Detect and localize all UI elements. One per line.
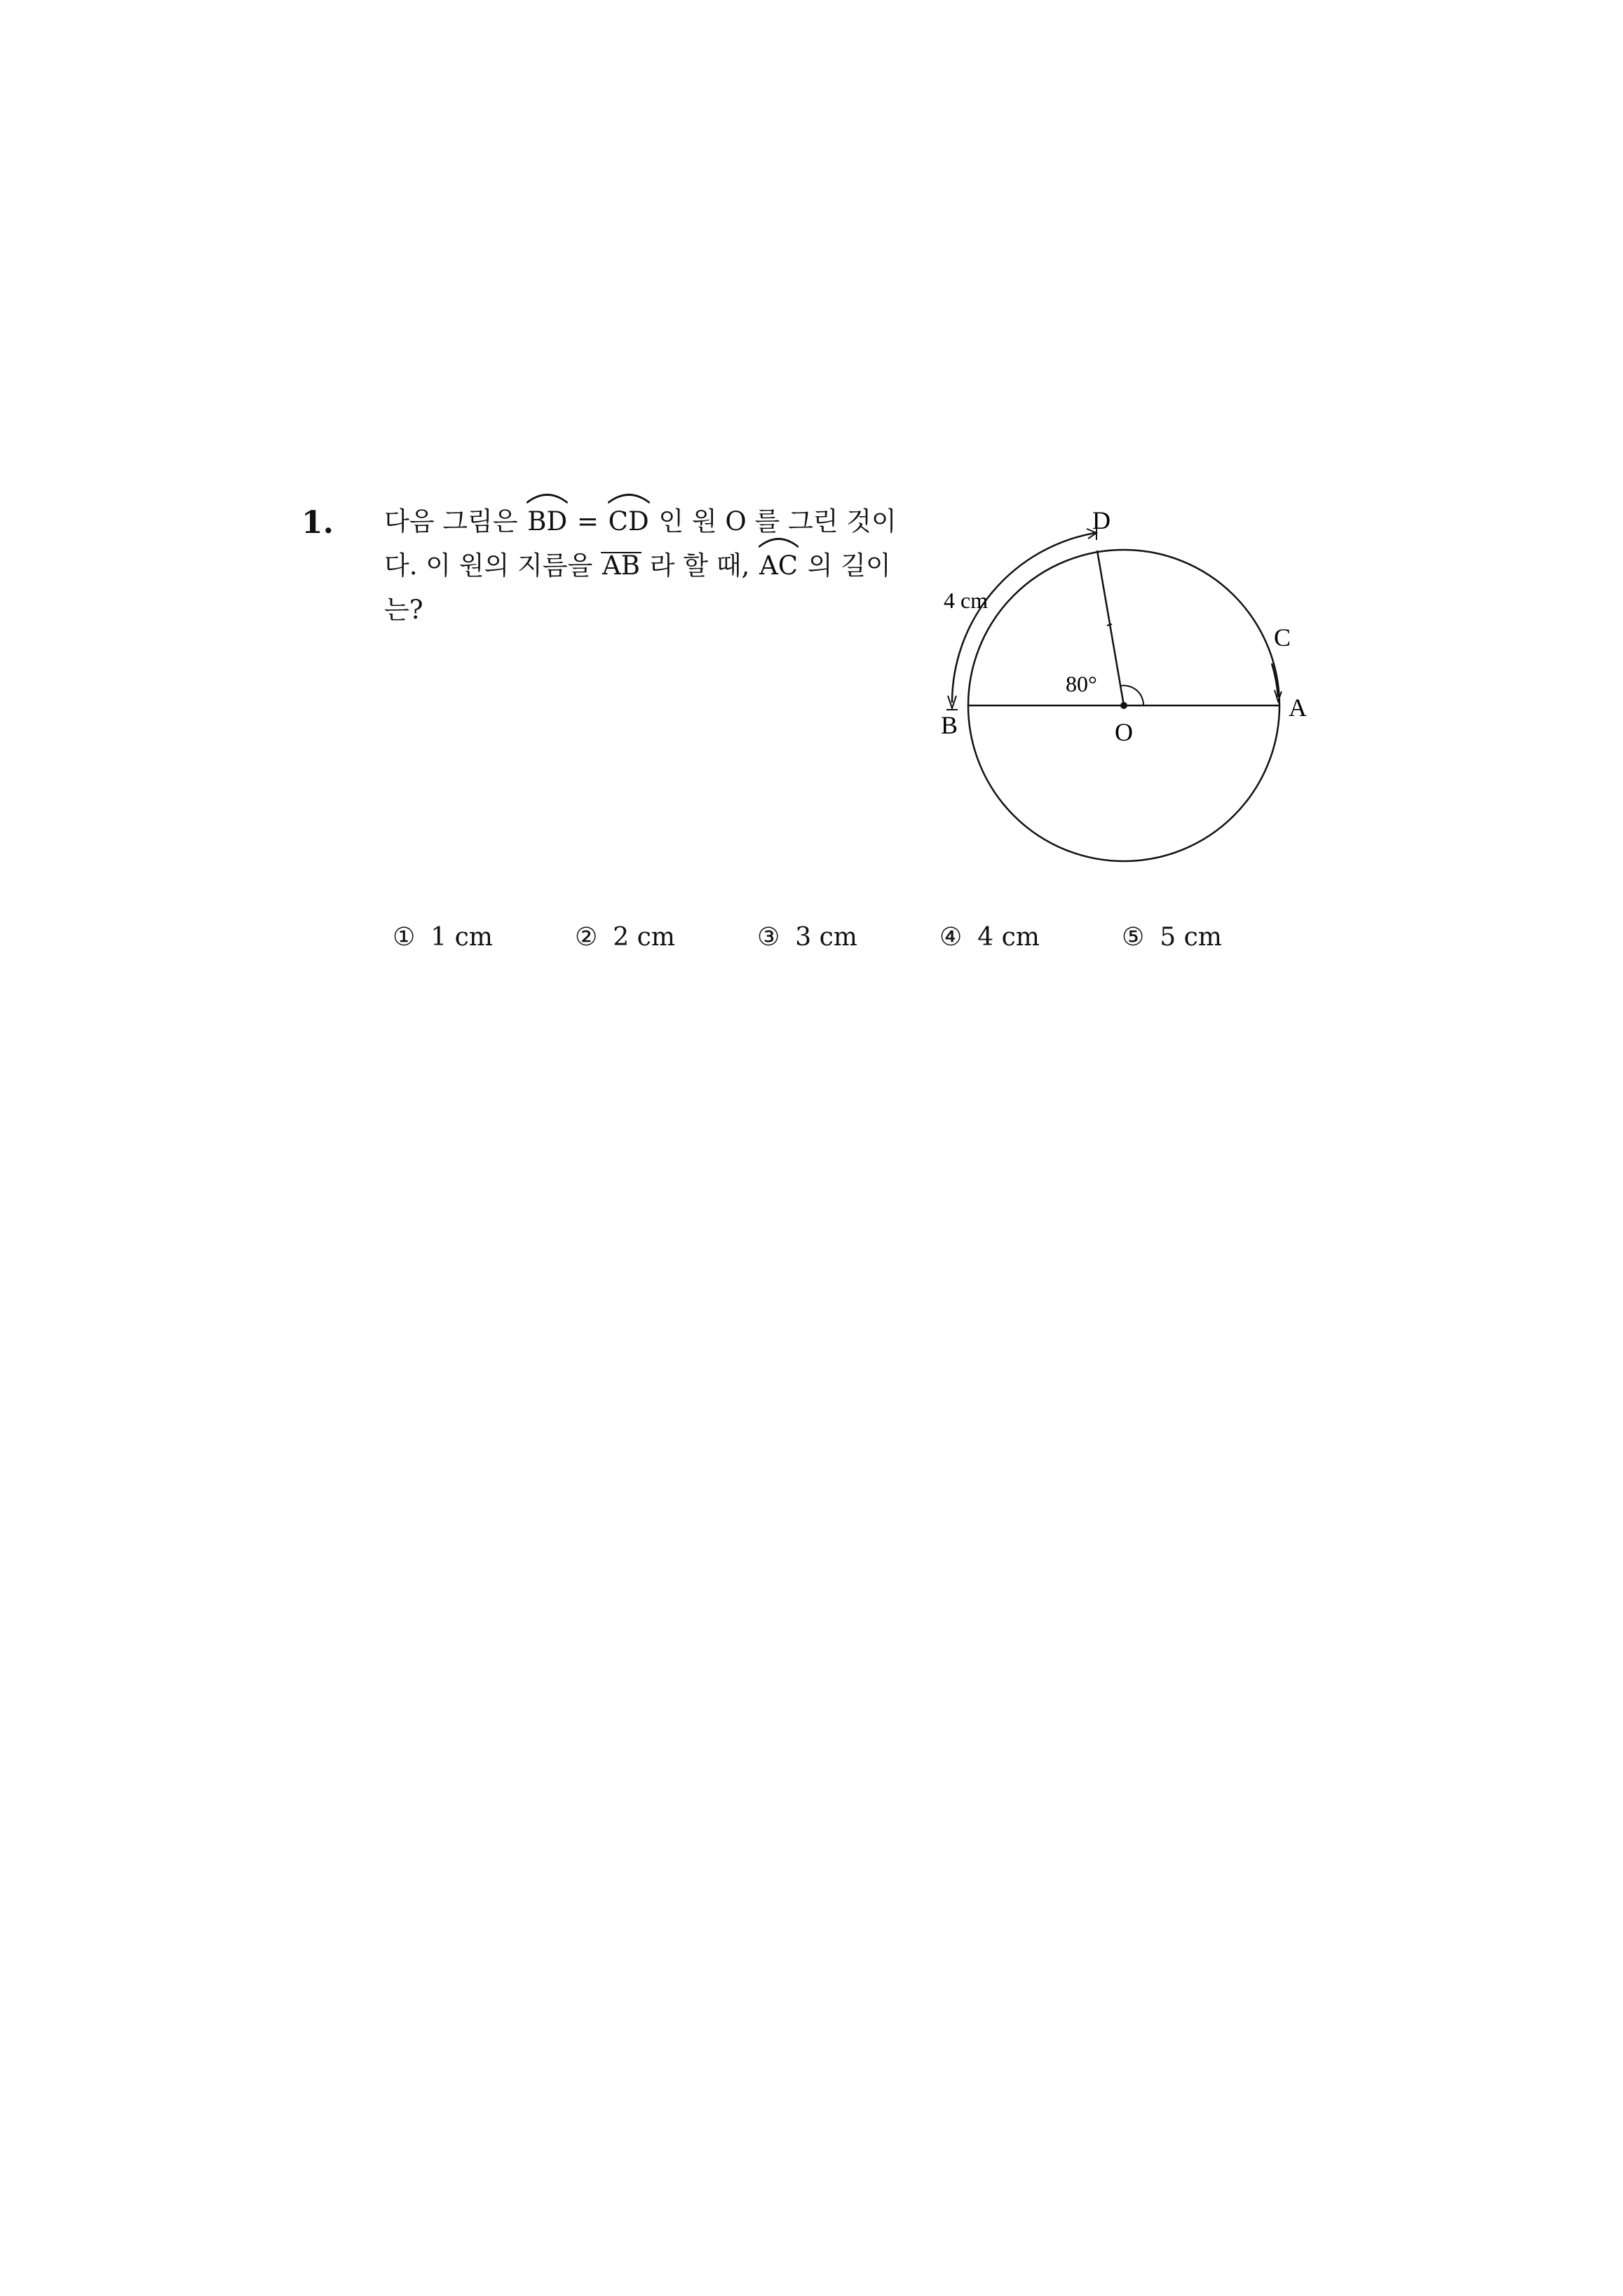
choice-number: ② bbox=[575, 923, 598, 952]
choice-text: 1 cm bbox=[430, 923, 493, 952]
question-text-part: 다. 이 원의 지름을 bbox=[384, 551, 593, 581]
arc-bd bbox=[526, 499, 569, 543]
choice-1[interactable] bbox=[393, 923, 575, 952]
question-line-2 bbox=[384, 543, 917, 588]
arc-ac bbox=[758, 543, 799, 588]
question-text-part: 다음 그림은 bbox=[384, 506, 518, 536]
question-line-1 bbox=[384, 499, 917, 543]
question-text-part: 인 원 O 를 그린 것이 bbox=[658, 506, 897, 536]
choice-text: 3 cm bbox=[795, 923, 857, 952]
arc-cd-label: CD bbox=[608, 506, 649, 536]
circle-figure bbox=[911, 505, 1332, 886]
label-o: O bbox=[1115, 718, 1133, 746]
choice-number: ⑤ bbox=[1122, 923, 1145, 952]
circle-diagram bbox=[911, 505, 1332, 884]
radius-od bbox=[1097, 551, 1124, 705]
label-a: A bbox=[1289, 694, 1307, 722]
equals-sign: = bbox=[576, 506, 599, 536]
tick-mark bbox=[1107, 624, 1112, 626]
choice-number: ④ bbox=[939, 923, 963, 952]
question-line-3: 는? bbox=[384, 595, 423, 625]
choice-3[interactable] bbox=[757, 923, 939, 952]
segment-ab: AB bbox=[602, 551, 640, 581]
question-text-part: 의 길이 bbox=[807, 551, 891, 581]
angle-label: 80° bbox=[1066, 671, 1097, 696]
label-c: C bbox=[1274, 623, 1291, 651]
center-point-o bbox=[1120, 702, 1127, 709]
choice-2[interactable] bbox=[575, 923, 757, 952]
answer-choices bbox=[393, 923, 1304, 952]
label-b: B bbox=[941, 711, 958, 739]
arc-cd bbox=[607, 499, 651, 543]
problem-number: 1. bbox=[301, 505, 334, 541]
question-text-part: 라 할 때, bbox=[649, 551, 750, 581]
choice-text: 5 cm bbox=[1160, 923, 1222, 952]
choice-4[interactable] bbox=[939, 923, 1122, 952]
choice-number: ① bbox=[393, 923, 416, 952]
choice-text: 2 cm bbox=[613, 923, 675, 952]
question-text bbox=[384, 499, 917, 632]
choice-5[interactable] bbox=[1122, 923, 1304, 952]
arc-bd-label: BD bbox=[527, 506, 568, 536]
choice-number: ③ bbox=[757, 923, 780, 952]
choice-text: 4 cm bbox=[977, 923, 1040, 952]
arc-length-label: 4 cm bbox=[944, 588, 989, 613]
label-d: D bbox=[1092, 506, 1111, 534]
arc-ac-label: AC bbox=[759, 551, 799, 581]
